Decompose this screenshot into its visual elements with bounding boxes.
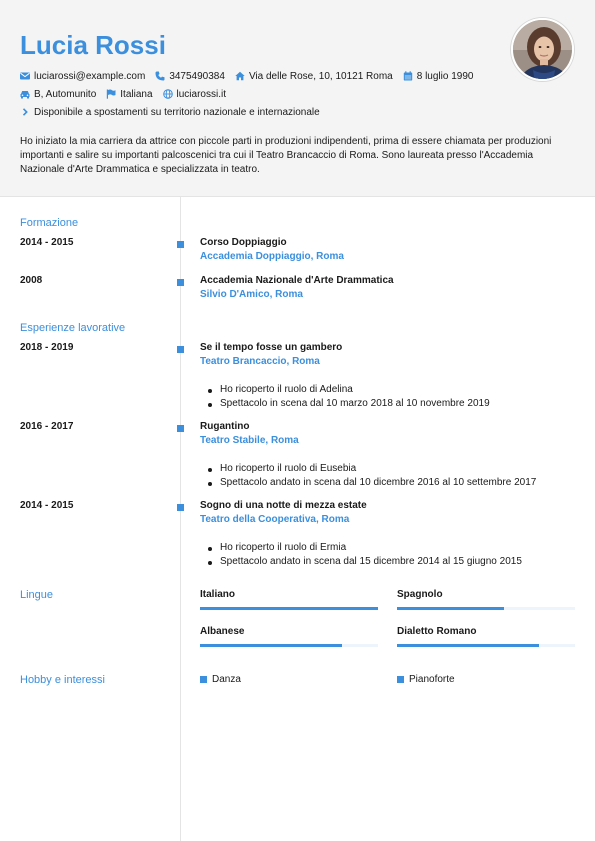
language-name: Italiano <box>200 589 236 600</box>
experience-title: Rugantino <box>200 421 250 432</box>
address-item <box>235 71 393 82</box>
availability-item <box>20 107 320 118</box>
timeline-marker <box>177 504 184 511</box>
email-text: luciarossi@example.com <box>34 70 146 82</box>
website-text: luciarossi.it <box>176 88 226 100</box>
contact-row-2 <box>20 87 236 101</box>
education-date: 2008 <box>20 275 43 286</box>
profile-summary: Ho iniziato la mia carriera da attrice con piccole parti in produzioni indipendenti, prima di essere chiamata per produzioni importanti e salire su importanti palcoscenici tra cui il Teatro Brancaccio di Roma. Sono laureata presso l'Accademia Nazionale d'Arte Drammatica e specializzata in teatro. <box>20 136 552 175</box>
experience-bullets <box>220 383 490 411</box>
bullet-item: Ho ricoperto il ruolo di Adelina <box>220 383 490 397</box>
home-icon <box>235 71 245 81</box>
timeline-marker <box>177 346 184 353</box>
experience-venue: Teatro Brancaccio, Roma <box>200 356 320 367</box>
birthdate-item <box>403 71 474 82</box>
phone-icon <box>155 71 165 81</box>
envelope-icon <box>20 71 30 81</box>
languages-section-title: Lingue <box>20 589 54 601</box>
language-level-bar <box>397 644 575 647</box>
flag-icon <box>106 89 116 99</box>
experience-venue: Teatro Stabile, Roma <box>200 435 299 446</box>
timeline-marker <box>177 279 184 286</box>
education-title: Corso Doppiaggio <box>200 237 287 248</box>
column-divider <box>180 197 181 841</box>
language-level-fill <box>397 607 504 610</box>
language-level-fill <box>397 644 539 647</box>
experience-date: 2016 - 2017 <box>20 421 74 432</box>
education-date: 2014 - 2015 <box>20 237 74 248</box>
profile-photo <box>511 18 574 81</box>
bullet-item: Spettacolo andato in scena dal 15 dicembre 2014 al 15 giugno 2015 <box>220 556 522 567</box>
hobby-bullet <box>200 676 207 683</box>
experience-bullets <box>220 462 536 490</box>
chevron-right-icon <box>20 107 30 117</box>
hobbies-section-title: Hobby e interessi <box>20 674 105 686</box>
experience-venue: Teatro della Cooperativa, Roma <box>200 514 350 525</box>
email-item[interactable] <box>20 71 145 82</box>
contact-row-1 <box>20 69 483 83</box>
address-text: Via delle Rose, 10, 10121 Roma <box>248 70 393 82</box>
experience-title: Se il tempo fosse un gambero <box>200 342 343 353</box>
education-title: Accademia Nazionale d'Arte Drammatica <box>200 275 394 286</box>
bullet-item: Ho ricoperto il ruolo di Eusebia <box>220 462 536 476</box>
birthdate-text: 8 luglio 1990 <box>416 70 474 82</box>
bullet-item: Spettacolo andato in scena dal 10 dicembre 2016 al 10 settembre 2017 <box>220 477 537 488</box>
cv-header <box>0 0 595 197</box>
website-item[interactable] <box>163 89 226 100</box>
phone-text: 3475490384 <box>169 70 225 82</box>
hobby-bullet <box>397 676 404 683</box>
hobby-label: Danza <box>212 674 241 685</box>
phone-item[interactable] <box>155 71 225 82</box>
language-level-fill <box>200 607 378 610</box>
education-section-title: Formazione <box>20 217 79 229</box>
contact-row-3 <box>20 105 330 119</box>
language-level-bar <box>200 644 378 647</box>
timeline-marker <box>177 241 184 248</box>
availability-text: Disponibile a spostamenti su territorio nazionale e internazionale <box>34 106 320 118</box>
hobby-item <box>397 674 455 685</box>
candidate-name: Lucia Rossi <box>20 30 166 60</box>
globe-icon <box>163 89 173 99</box>
nationality-item <box>106 89 152 100</box>
license-item <box>20 89 96 100</box>
timeline-marker <box>177 425 184 432</box>
bullet-item: Spettacolo in scena dal 10 marzo 2018 al 10 novembre 2019 <box>220 398 490 409</box>
language-level-fill <box>200 644 342 647</box>
experience-title: Sogno di una notte di mezza estate <box>200 500 367 511</box>
language-level-bar <box>200 607 378 610</box>
hobby-item <box>200 674 241 685</box>
language-name: Dialetto Romano <box>397 626 477 637</box>
nationality-text: Italiana <box>120 88 153 100</box>
education-institution: Silvio D'Amico, Roma <box>200 289 303 300</box>
license-text: B, Automunito <box>34 88 97 100</box>
education-institution: Accademia Doppiaggio, Roma <box>200 251 344 262</box>
experience-date: 2014 - 2015 <box>20 500 74 511</box>
bullet-item: Ho ricoperto il ruolo di Ermia <box>220 541 522 555</box>
hobby-label: Pianoforte <box>409 674 455 685</box>
language-name: Spagnolo <box>397 589 443 600</box>
car-icon <box>20 89 30 99</box>
language-name: Albanese <box>200 626 245 637</box>
experience-section-title: Esperienze lavorative <box>20 322 126 334</box>
experience-date: 2018 - 2019 <box>20 342 74 353</box>
calendar-icon <box>403 71 413 81</box>
experience-bullets <box>220 541 522 569</box>
language-level-bar <box>397 607 575 610</box>
